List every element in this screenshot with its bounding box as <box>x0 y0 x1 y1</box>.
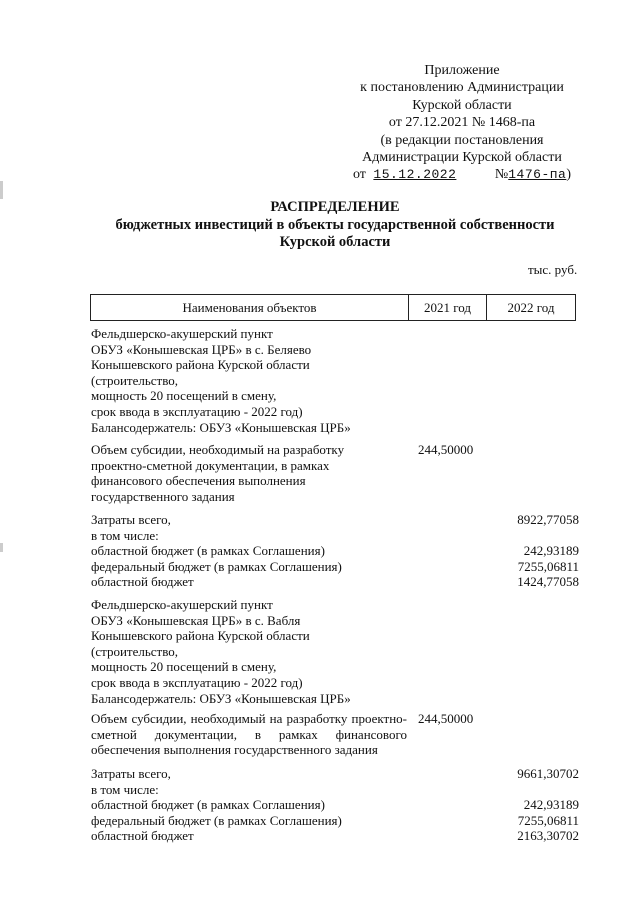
closing-paren: ) <box>566 167 572 183</box>
name-line: ОБУЗ «Конышевская ЦРБ» в с. Вабля <box>91 612 301 628</box>
cost-line: областной бюджет <box>91 574 194 590</box>
title-line-3: Курской области <box>279 234 391 251</box>
cost-line: областной бюджет <box>91 828 194 844</box>
appendix-from: от <box>352 167 366 183</box>
table-header <box>90 294 576 321</box>
name-line: срок ввода в эксплуатацию - 2022 год) <box>91 403 303 419</box>
title-line-2: бюджетных инвестиций в объекты государственной собственности <box>115 216 555 233</box>
appendix-line-3: Курской области <box>412 97 512 113</box>
handwritten-date: 15.12.2022 <box>373 167 457 183</box>
object-2-name <box>91 597 351 706</box>
handwritten-number: 1476-па <box>508 167 567 183</box>
cost-line: федеральный бюджет (в рамках Соглашения) <box>91 558 342 574</box>
name-line: Балансодержатель: ОБУЗ «Конышевская ЦРБ» <box>91 419 351 435</box>
cost-value <box>517 528 579 544</box>
subsidy-line: Объем субсидии, необходимый на разработку <box>91 442 345 457</box>
object-2-subsidy-2021: 244,50000 <box>418 711 474 726</box>
cost-value: 9661,30702 <box>517 766 579 781</box>
appendix-line-1: Приложение <box>424 63 500 78</box>
name-line: Конышевского района Курской области <box>91 357 310 373</box>
appendix-line-5: (в редакции постановления <box>380 132 544 148</box>
appendix-line-7 <box>330 166 594 183</box>
cost-value <box>517 782 579 798</box>
header-2022: 2022 год <box>507 299 555 315</box>
header-objects: Наименования объектов <box>91 295 409 320</box>
subsidy-line: финансового обеспечения выполнения <box>91 473 306 489</box>
cost-line: Затраты всего, <box>91 512 171 527</box>
cost-value: 8922,77058 <box>517 512 579 527</box>
appendix-line-4: от 27.12.2021 № 1468-па <box>388 115 536 131</box>
cost-line: областной бюджет (в рамках Соглашения) <box>91 543 325 559</box>
name-line: срок ввода в эксплуатацию - 2022 год) <box>91 674 303 690</box>
cost-line: областной бюджет (в рамках Соглашения) <box>91 797 325 813</box>
units-label: тыс. руб. <box>528 262 578 277</box>
cost-value: 242,93189 <box>523 543 579 559</box>
cost-value: 7255,06811 <box>517 812 579 828</box>
cost-line: в том числе: <box>91 527 159 543</box>
cost-value: 2163,30702 <box>517 828 579 844</box>
object-1-costs <box>91 512 342 590</box>
object-1-subsidy-2021: 244,50000 <box>418 442 474 457</box>
name-line: ОБУЗ «Конышевская ЦРБ» в с. Беляево <box>91 341 312 357</box>
document-title <box>60 199 610 252</box>
appendix-header <box>330 62 594 184</box>
cost-line: Затраты всего, <box>91 766 171 781</box>
scan-edge <box>0 0 3 905</box>
name-line: (строительство, <box>91 372 179 388</box>
subsidy-line: Объем субсидии, необходимый на разработку проектно- <box>91 711 407 726</box>
cost-line: федеральный бюджет (в рамках Соглашения) <box>91 812 342 828</box>
name-line: Фельдшерско-акушерский пункт <box>91 326 273 341</box>
name-line: Конышевского района Курской области <box>91 628 310 644</box>
appendix-line-6: Администрации Курской области <box>362 150 562 166</box>
subsidy-line: обеспечения выполнения государственного задания <box>91 742 378 758</box>
object-2-subsidy <box>91 711 407 758</box>
name-line: Фельдшерско-акушерский пункт <box>91 597 273 612</box>
subsidy-line: проектно-сметной документации, в рамках <box>91 457 330 473</box>
title-line-1: РАСПРЕДЕЛЕНИЕ <box>270 199 400 215</box>
name-line: мощность 20 посещений в смену, <box>91 388 277 404</box>
object-1-name <box>91 326 351 435</box>
cost-value: 7255,06811 <box>517 558 579 574</box>
subsidy-line: государственного задания <box>91 488 235 504</box>
appendix-line-2: к постановлению Администрации <box>360 80 564 96</box>
object-1-costs-2022 <box>517 512 579 590</box>
object-1-subsidy <box>91 442 344 504</box>
cost-value: 242,93189 <box>523 797 579 813</box>
subsidy-line: сметной документации, в рамках финансового <box>91 726 407 742</box>
cost-line: в том числе: <box>91 781 159 797</box>
name-line: (строительство, <box>91 643 179 659</box>
number-sign: № <box>494 167 509 183</box>
object-2-costs <box>91 766 342 844</box>
object-2-costs-2022 <box>517 766 579 844</box>
name-line: Балансодержатель: ОБУЗ «Конышевская ЦРБ» <box>91 690 351 706</box>
header-2021: 2021 год <box>409 295 487 320</box>
cost-value: 1424,77058 <box>517 574 579 590</box>
name-line: мощность 20 посещений в смену, <box>91 659 277 675</box>
